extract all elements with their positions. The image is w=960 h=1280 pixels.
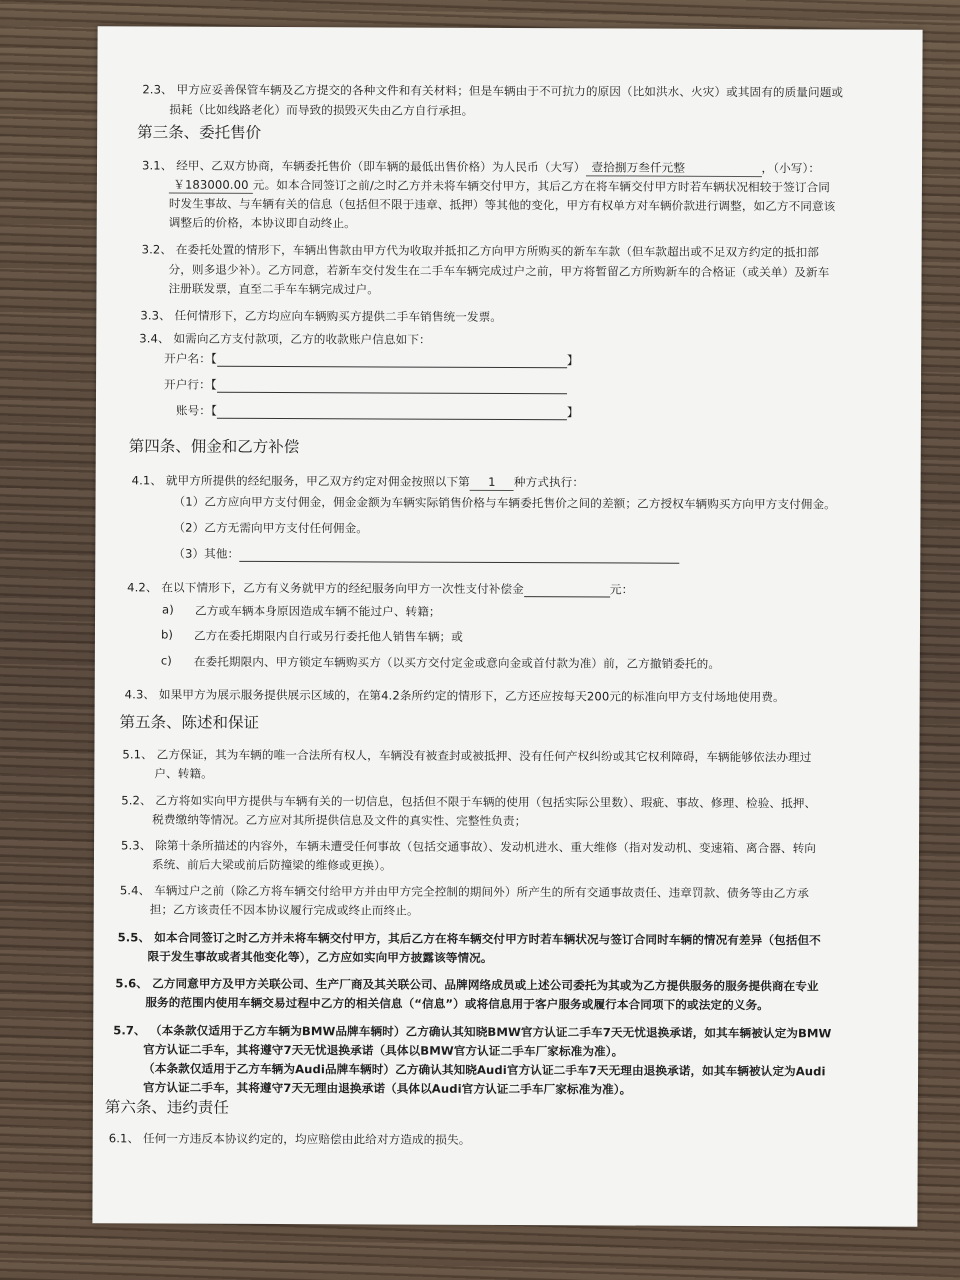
clause-5-6-line1: 5.6、 乙方同意甲方及甲方关联公司、生产厂商及其关联公司、品牌网络成员或上述公司委托为其或为乙方提供服务的服务提供商在专业 [115,976,819,994]
article-3-heading: 第三条、委托售价 [137,123,262,142]
bank-name-field[interactable] [217,378,567,395]
item-c-mark: c) [160,653,172,668]
clause-5-5-line2: 限于发生事故或者其他变化等），乙方应如实向甲方披露该等情况。 [147,949,493,965]
clause-4-2-text-a: 4.2、 在以下情形下，乙方有义务就甲方的经纪服务向甲方一次性支付补偿金 [127,580,524,597]
bank-name-row [164,376,567,394]
clause-5-3-line2: 系统、前后大梁或前后防撞梁的维修或更换）。 [151,857,392,873]
price-lower-field: ￥183000.00 [169,177,253,194]
commission-option-1: （1）乙方应向甲方支付佣金，佣金金额为车辆实际销售价格与车辆委托售价之间的差额；乙方授权车辆购买方向甲方支付佣金。 [173,494,836,512]
item-a-mark: a) [162,602,174,617]
clause-4-3: 4.3、 如果甲方为展示服务提供展示区域的，在第4.2条所约定的情形下，乙方还应按每天200元的标准向甲方支付场地使用费。 [124,687,785,705]
clause-3-1-line4: 调整后的价格，本协议即自动终止。 [168,215,356,231]
clause-2-3-line1: 2.3、 甲方应妥善保管车辆及乙方提交的各种文件和有关材料；但是车辆由于不可抗力的原因（比如洪水、火灾）或其固有的质量问题或 [142,82,844,100]
clause-5-4-line1: 5.4、 车辆过户之前（除乙方将车辆交付给甲方并由甲方完全控制的期间外）所产生的所有交通事故责任、违章罚款、债务等由乙方承 [119,883,809,901]
commission-option-3-row [173,546,679,564]
article-6-heading: 第六条、违约责任 [104,1098,229,1117]
price-upper-field: 壹拾捌万叁仟元整 [585,159,761,177]
bracket-close: 】 [566,405,579,420]
clause-4-2 [127,579,633,597]
account-name-row [164,350,578,368]
clause-4-2-text-b: 元： [609,582,634,597]
clause-3-1-text-c: 元。如本合同签订之前/之时乙方并未将车辆交付甲方，其后乙方在将车辆交付甲方时若车辆状况相较于签订合同 [252,177,830,195]
clause-3-1-line2 [169,177,830,197]
clause-5-6-line2: 服务的范围内使用车辆交易过程中乙方的相关信息（“信息”）或将信息用于客户服务或履行本合同项下的或法定的义务。 [145,995,769,1013]
clause-5-7-line1: 5.7、 （本条款仅适用于乙方车辆为BMW品牌车辆时）乙方确认其知晓BMW官方认证二手车7天无忧退换承诺，如其车辆被认定为BMW [113,1023,832,1041]
item-c-text: 在委托期限内、甲方锁定车辆购买方（以买方交付定金或意向金或首付款为准）前，乙方撤销委托的。 [193,654,721,671]
clause-2-3-line2: 损耗（比如线路老化）而导致的损毁灭失由乙方自行承担。 [169,102,474,118]
account-number-field[interactable] [217,404,567,421]
clause-5-2-line2: 税费缴纳等情况。乙方应对其所提供信息及文件的真实性、完整性负责； [152,812,527,829]
clause-3-1-line1 [142,157,820,177]
compensation-amount-field[interactable] [524,582,610,597]
clause-4-1-text-b: 种方式执行： [513,475,585,490]
article-4-heading: 第四条、佣金和乙方补偿 [128,437,300,457]
clause-5-7-line4: 官方认证二手车，其将遵守7天无理由退换承诺（具体以Audi官方认证二手车厂家标准为准）。 [142,1080,632,1097]
account-name-label: 开户名：【 [164,351,217,366]
clause-3-1-line3: 时发生事故、与车辆有关的信息（包括但不限于违章、抵押）等其他的变化，甲方有权单方对车辆价款进行调整，如乙方不同意该 [168,196,836,214]
clause-5-1-line2: 户、转籍。 [154,766,213,781]
item-b-text: 乙方在委托期限内自行或另行委托他人销售车辆；或 [193,628,463,644]
contract-page [92,26,922,1227]
commission-option-2: （2）乙方无需向甲方支付任何佣金。 [173,520,369,536]
clause-5-1-line1: 5.1、 乙方保证，其为车辆的唯一合法所有权人，车辆没有被查封或被抵押、没有任何产权纠纷或其它权利障碍，车辆能够依法办理过 [122,747,812,765]
clause-3-2-line3: 注册联发票，直至二手车车辆完成过户。 [168,281,380,297]
clause-5-7-line3: （本条款仅适用于乙方车辆为Audi品牌车辆时）乙方确认其知晓Audi官方认证二手车7天无理由退换承诺，如其车辆被认定为Audi [143,1061,826,1079]
commission-method-field: 1 [470,474,514,491]
clause-3-1-text-a: 3.1、 经甲、乙双方协商，车辆委托售价（即车辆的最低出售价格）为人民币（大写） [141,158,586,175]
account-name-field[interactable] [217,352,567,369]
account-number-row [176,403,579,421]
clause-4-1-text-a: 4.1、 就甲方所提供的经纪服务，甲乙双方约定对佣金按照以下第 [131,473,470,489]
clause-5-7-line2: 官方认证二手车，其将遵守7天无忧退换承诺（具体以BMW官方认证二手车厂家标准为准）。 [143,1042,624,1059]
clause-3-1-text-b: ，（小写）： [761,161,821,176]
article-5-heading: 第五条、陈述和保证 [119,713,260,732]
clause-5-3-line1: 5.3、 除第十条所描述的内容外，车辆未遭受任何事故（包括交通事故）、发动机进水、重大维修（指对发动机、变速箱、离合器、转向 [121,838,817,856]
clause-5-2-line1: 5.2、 乙方将如实向甲方提供与车辆有关的一切信息，包括但不限于车辆的使用（包括实际公里数）、瑕疵、事故、修理、检验、抵押、 [121,793,817,811]
clause-6-1: 6.1、 任何一方违反本协议约定的，均应赔偿由此给对方造成的损失。 [108,1131,471,1147]
commission-option-3: （3）其他： [173,546,240,561]
item-a-text: 乙方或车辆本身原因造成车辆不能过户、转籍； [195,603,441,619]
clause-3-2-line2: 分，则多退少补）。乙方同意，若新车交付发生在二手车车辆完成过户之前，甲方将暂留乙方所购新车的合格证（或关单）及新车 [168,262,830,280]
clause-3-2-line1: 3.2、 在委托处置的情形下，车辆出售款由甲方代为收取并抵扣乙方向甲方所购买的新车车款（但车款超出或不足双方约定的抵扣部 [141,242,820,260]
bank-name-label: 开户行：【 [164,377,217,392]
clause-3-4: 3.4、 如需向乙方支付款项，乙方的收款账户信息如下： [139,331,431,347]
bracket-close: 】 [566,353,579,368]
clause-5-4-line2: 担；乙方该责任不因本协议履行完成或终止而终止。 [149,902,419,918]
account-number-label: 账号：【 [175,403,217,418]
clause-4-1 [132,472,585,491]
commission-other-field[interactable] [239,547,679,564]
clause-3-3: 3.3、 任何情形下，乙方均应向车辆购买方提供二手车销售统一发票。 [140,308,503,324]
item-b-mark: b) [160,627,174,642]
clause-5-5-line1: 5.5、 如本合同签订之时乙方并未将车辆交付甲方，其后乙方在将车辆交付甲方时若车辆状况与签订合同时车辆的情况有差异（包括但不 [117,930,821,948]
